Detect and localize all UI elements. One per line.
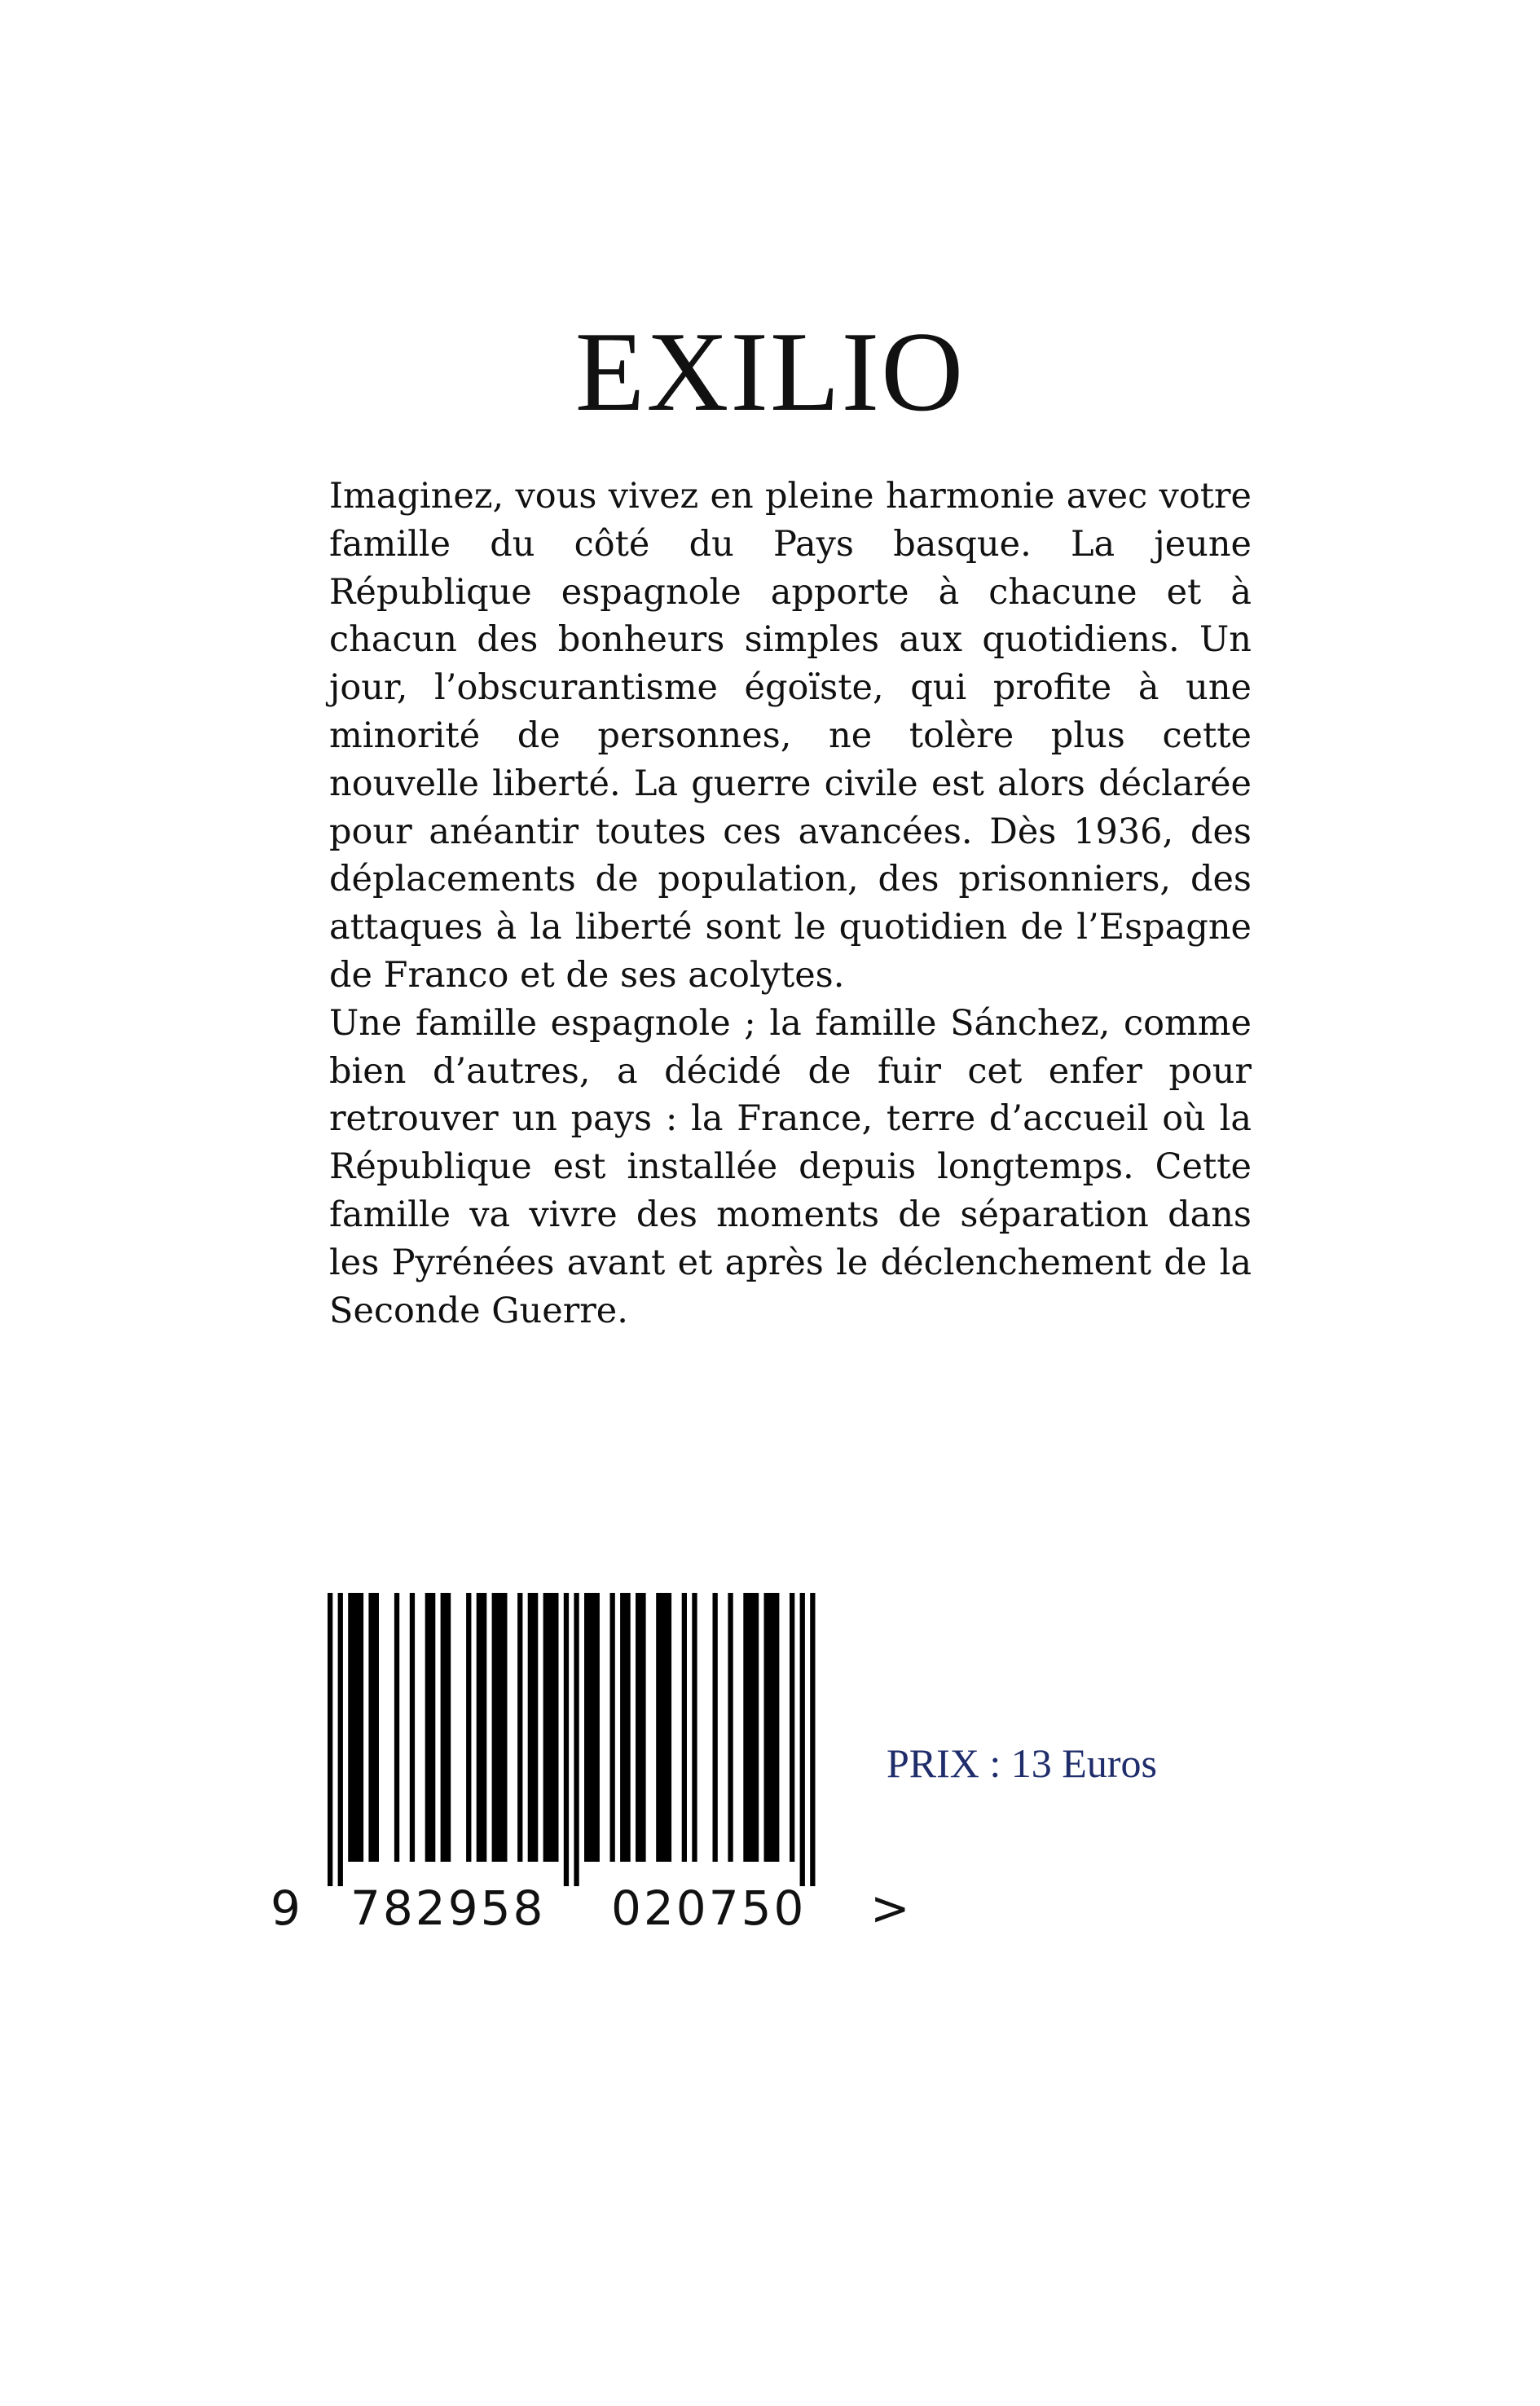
barcode-bar <box>764 1593 780 1862</box>
barcode-bar <box>425 1593 436 1862</box>
barcode-digits <box>261 1880 913 1937</box>
barcode-bar <box>394 1593 399 1862</box>
barcode-quiet-zone-marker: > <box>870 1880 910 1936</box>
barcode-bar <box>728 1593 733 1862</box>
barcode-bar <box>543 1593 559 1862</box>
barcode-bar <box>328 1593 332 1886</box>
price-label: PRIX : 13 Euros <box>887 1740 1157 1786</box>
barcode-bar <box>441 1593 451 1862</box>
barcode-bar <box>517 1593 522 1862</box>
barcode-bar <box>656 1593 671 1862</box>
barcode-bar <box>477 1593 487 1862</box>
barcode-bar <box>492 1593 508 1862</box>
barcode-bar <box>636 1593 646 1862</box>
barcode-bar <box>368 1593 379 1862</box>
barcode-bar <box>692 1593 697 1862</box>
book-title: EXILIO <box>574 309 966 435</box>
barcode-bar <box>528 1593 539 1862</box>
barcode-bar <box>584 1593 600 1862</box>
barcode-digits-right-group: 020750 <box>611 1880 807 1936</box>
barcode-bar <box>610 1593 615 1862</box>
barcode-bar <box>713 1593 718 1862</box>
barcode-bar <box>800 1593 805 1886</box>
blurb-paragraph-1: Imaginez, vous vivez en pleine harmonie avec votre famille du côté du Pays basque. La jeune République espagnole apporte à chacune et à chacun des bonheurs simples aux quotidiens. Un jour, l’obscurantisme égoïste, qui profite à une minorité de personnes, ne tolère plus cette nouvelle liberté. La guerre civile est alors déclarée pour anéantir toutes ces avancées. Dès 1936, des déplacements de population, des prisonniers, des attaques à la liberté sont le quotidien de l’Espagne de Franco et de ses acolytes. <box>329 476 1252 996</box>
barcode-bar <box>410 1593 415 1862</box>
barcode-bar <box>620 1593 631 1862</box>
barcode-digit-lead: 9 <box>271 1880 301 1936</box>
barcode-bars <box>261 1593 913 1886</box>
barcode-bar <box>743 1593 759 1862</box>
barcode-bar <box>348 1593 363 1862</box>
back-cover-blurb <box>329 473 1252 1335</box>
barcode-bar <box>682 1593 687 1862</box>
barcode-digits-left-group: 782958 <box>350 1880 546 1936</box>
barcode-bar <box>564 1593 569 1886</box>
barcode-bar <box>338 1593 343 1886</box>
barcode-bar <box>790 1593 794 1862</box>
barcode-bar <box>466 1593 471 1862</box>
blurb-paragraph-2: Une famille espagnole ; la famille Sánchez, comme bien d’autres, a décidé de fuir cet enfer pour retrouver un pays : la France, terre d’accueil où la République est installée depuis longtemps. Cette famille va vivre des moments de séparation dans les Pyrénées avant et après le déclenchement de la Seconde Guerre. <box>329 1002 1252 1331</box>
isbn-barcode <box>261 1593 913 1951</box>
barcode-bar <box>574 1593 579 1886</box>
barcode-bar <box>810 1593 815 1886</box>
